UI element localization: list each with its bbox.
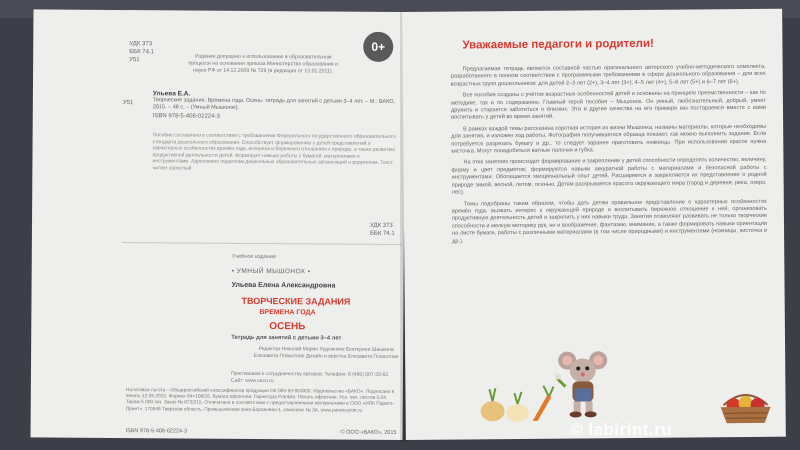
annotation-line: Творческие задания. Времена года. Осень: тетрадь для занятий с детьми 3–4 лет. – М.: ВАКО, 2015. – 48 с. – (Умный Мышонок). xyxy=(152,97,396,111)
book-season: ОСЕНЬ xyxy=(269,321,306,333)
right-page xyxy=(402,9,786,440)
description: Пособие составлено в соответствии с требованиями Федерального государственного образовательного стандарта дошкольного образования. Способствует формированию у детей представлений о характерных особенностях времён года, интереса и бережного отношения к природе, а также развитию продуктивной деятельности детей. Формирует навыки работы с бумагой, материалами и инструментами. Адресовано педагогам дошкольных образовательных организаций и родителям. Текст читает взрослый. xyxy=(152,132,396,172)
udk-block xyxy=(129,40,154,64)
udk-line: УДК 373 xyxy=(369,222,393,229)
bbk-line: ББК 74.1 xyxy=(369,230,395,237)
vegetables-illustration xyxy=(477,383,557,424)
onion-icon xyxy=(481,401,505,421)
isbn-top: ISBN 978-5-408-02224-3 xyxy=(152,113,220,120)
copyright: © ООО «ВАКО», 2015 xyxy=(340,429,397,436)
paragraph: Предлагаемая тетрадь является составной частью оригинального авторского учебно-методического комплекта, разработанного в полном соответствии с программными требованиями в сфере дошкольного образования – для всех возрастных групп дошкольников: для детей 2–3 лет (2+), 3–4 лет (3+), 4–5 лет (4+), 5–6 лет (5+) и 6–7 лет (6+). xyxy=(450,63,766,88)
paragraph: В рамках каждой темы рассказана короткая история из жизни Мышонка, названы материалы, которые необходимы для занятия, и изложен ход работы. Фотография получившегося образца покажет, как можно выполнить задание. Если потребуется разрезать бумагу и др., то следует заранее приготовить ножницы. При использовании красок нужна кисточка. Могут понадобиться ватные палочки и губка. xyxy=(451,123,767,155)
book-title: ТВОРЧЕСКИЕ ЗАДАНИЯ xyxy=(241,295,351,307)
divider xyxy=(122,242,402,245)
udk-right-block xyxy=(370,222,395,238)
watermark: © labirint.ru xyxy=(570,420,673,439)
page-heading: Уважаемые педагоги и родители! xyxy=(462,37,654,52)
fruit-basket-icon xyxy=(715,391,775,426)
imprint: Налоговая льгота – Общероссийский классификатор продукции ОК 005-93-953000. Издательство «ВАКО». Подписано в печать 12.05.2015. Формат 84×108/16. Бумага офсетная. Гарнитура Franklin. Печать офсетная. Усл. печ. листов 5,04. Тираж 5 000 экз. Заказ № 8732/15. Отпечатано в соответствии с предоставленными материалами в ООО «ИПК Парето-Принт», 170546 Тверская область, Промышленная зона Боровлево-1, комплекс № 3А, www.pareto-print.ru xyxy=(125,388,395,414)
credits: Редактор Николай Марин Художники Екатерина Шашкина Елизавета Плахотная Дизайн и вёрстка Елизавета Плахотная xyxy=(253,345,399,360)
paragraph: Все пособия созданы с учётом возрастных особенностей детей и основаны на принципе преемственности – как по методике, так и по содержанию. Главный герой пособия – Мышонок. Он умный, любознательный, добрый, умеет дружить и старается заботиться о близких. Эти и другие качества на его примере мы постараемся вместе с вами воспитывать у детей во время занятий. xyxy=(450,90,767,122)
series-name: • УМНЫЙ МЫШОНОК • xyxy=(231,267,311,276)
udk-line: УДК 373 xyxy=(129,41,153,48)
carrot-icon xyxy=(532,395,551,421)
author-short: Ульева Е.А. xyxy=(152,90,191,98)
bbk-line: ББК 74.1 xyxy=(129,49,154,56)
approval-note: Издание допущено к использованию в образовательном процессе на основании приказа Министерства образования и науки РФ от 14.12.2009 № 729 (в редакции от 13.01.2011). xyxy=(188,53,338,75)
left-page xyxy=(31,9,406,440)
isbn-bottom: ISBN 978-5-408-02224-3 xyxy=(125,428,188,435)
edition-type: Учебное издание xyxy=(231,253,276,261)
book-subtitle: ВРЕМЕНА ГОДА xyxy=(259,308,316,317)
author-mark: У51 xyxy=(129,57,140,64)
contacts: Приглашаем к сотрудничеству авторов. Телефон: 8 (495) 507-33-62. Сайт: www.vaco.ru xyxy=(230,370,390,384)
catalog-record xyxy=(153,90,398,121)
mouse-character-icon xyxy=(555,348,611,418)
paragraph: Темы подобраны таким образом, чтобы дать детям правильное представление о характерных особенностях времён года, вызвать интерес к окружающей природе и воспитывать бережное отношение к ней, организовать продуктивную деятельность детей и закрепить у них навыки труда. Занятия позволяют развивать не только творческие способности и мелкую моторику рук, но и воображение, фантазию, внимание, а также формировать навыки ориентации на листе бумаги, работы с различными материалами (в том числе природными) и инструментами (ножницы, кисточка и др.). xyxy=(451,198,768,245)
paragraph: На этих занятиях происходит формирование и закрепление у детей способности определять количество, величину, форму и цвет предметов; формируются навыки аккуратной работы с материалами и безопасной работы с инструментами. Обогащается эмоциональный опыт детей. Расширяется и закрепляется их представление о родной природе зимой, весной, летом, осенью. Детям раскрывается красота окружающего мира (город и деревня, река, озеро, лес). xyxy=(451,157,767,196)
author-mark-side: У51 xyxy=(122,100,134,107)
intro-text xyxy=(451,64,768,250)
onion-icon xyxy=(507,404,529,422)
age-rating-badge: 0+ xyxy=(363,32,393,62)
author-full: Ульева Елена Александровна xyxy=(231,281,336,290)
notebook-line: Тетрадь для занятий с детьми 3–4 лет xyxy=(231,334,342,342)
